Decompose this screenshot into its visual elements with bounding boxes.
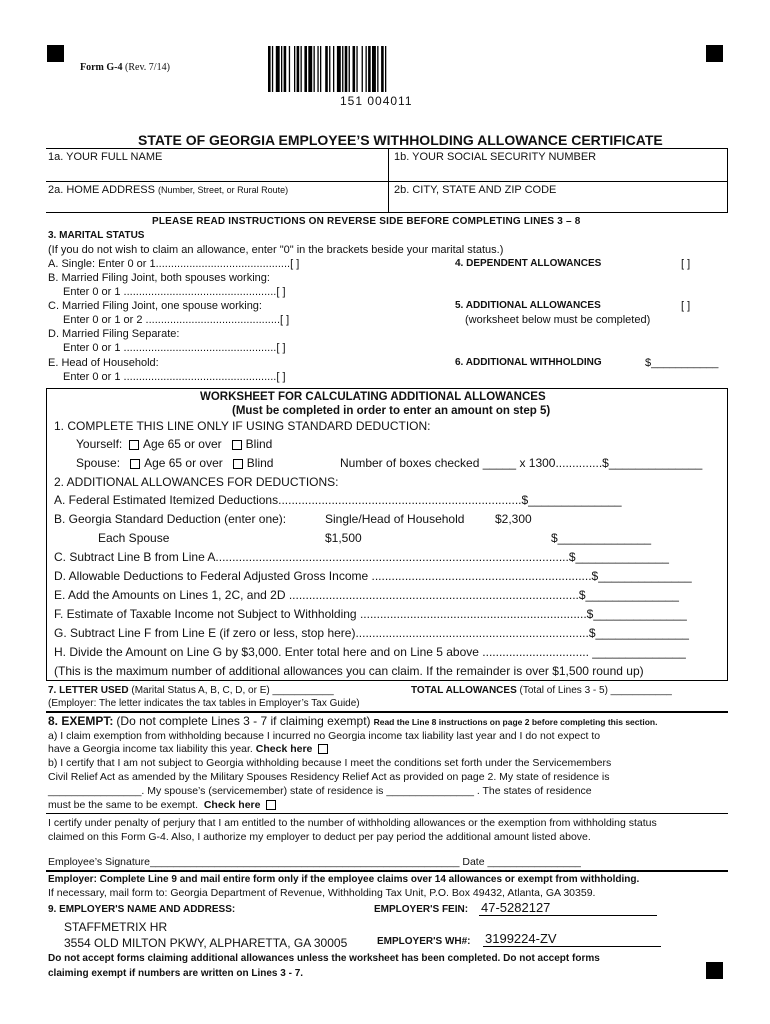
registration-mark-top-left	[47, 45, 64, 62]
line-b-field[interactable]: $______________	[551, 531, 652, 545]
dependent-allowances-bracket[interactable]: [ ]	[681, 258, 691, 270]
exempt-b-line-2: Civil Relief Act as amended by the Military Spouses Residency Relief Act as provided on page 2. My state of residence is	[48, 771, 610, 783]
boxes-checked-line[interactable]: Number of boxes checked _____ x 1300..............$______________	[340, 456, 703, 470]
line-e[interactable]: E. Add the Amounts on Lines 1, 2C, and 2D .......................................................................................$______________	[54, 588, 679, 602]
employer-wh-label: EMPLOYER'S WH#:	[377, 936, 471, 947]
dependent-allowances-label: 4. DEPENDENT ALLOWANCES	[455, 258, 602, 269]
line-b-single-amount: $2,300	[495, 512, 532, 526]
address-field[interactable]	[48, 197, 383, 211]
yourself-blind-checkbox[interactable]	[232, 440, 242, 450]
divider	[727, 148, 728, 212]
line-g[interactable]: G. Subtract Line F from Line E (if zero or less, stop here)......................................................................$______________	[54, 626, 689, 640]
exempt-b-line-1: b) I certify that I am not subject to Georgia withholding because I meet the conditions set forth under the Servicemembers	[48, 757, 612, 769]
additional-withholding-field[interactable]: $___________	[645, 357, 719, 369]
additional-withholding-label: 6. ADDITIONAL WITHHOLDING	[455, 357, 602, 368]
marital-c-entry[interactable]: Enter 0 or 1 or 2 ............................................[ ]	[63, 314, 290, 326]
divider	[46, 212, 728, 213]
divider	[46, 813, 728, 814]
registration-mark-bottom-right	[706, 962, 723, 979]
marital-heading: 3. MARITAL STATUS	[48, 230, 145, 241]
yourself-row: Yourself: Age 65 or over Blind	[76, 437, 273, 451]
worksheet-right	[727, 388, 728, 680]
marital-b: B. Married Filing Joint, both spouses working:	[48, 272, 270, 284]
yourself-age65-checkbox[interactable]	[129, 440, 139, 450]
full-name-field[interactable]	[48, 165, 383, 179]
city-label: 2b. CITY, STATE AND ZIP CODE	[394, 184, 557, 196]
certify-line-2: claimed on this Form G-4. Also, I authorize my employer to deduct per pay period the additional amount listed above.	[48, 831, 591, 843]
worksheet-line-1: 1. COMPLETE THIS LINE ONLY IF USING STANDARD DEDUCTION:	[54, 419, 431, 433]
fein-underline	[479, 915, 657, 916]
worksheet-bottom	[46, 680, 728, 681]
divider	[46, 711, 728, 713]
full-name-label: 1a. YOUR FULL NAME	[48, 151, 163, 163]
line-b-each-spouse-amount: $1,500	[325, 531, 362, 545]
exempt-b-checkbox[interactable]	[266, 800, 276, 810]
exempt-a-checkbox[interactable]	[318, 744, 328, 754]
employer-note-1: Employer: Complete Line 9 and mail entire form only if the employee claims over 14 allowances or exempt from withholding.	[48, 874, 640, 885]
marital-d-entry[interactable]: Enter 0 or 1 ..................................................[ ]	[63, 342, 286, 354]
form-id: Form G-4 (Rev. 7/14)	[80, 62, 170, 73]
divider	[388, 148, 389, 212]
employer-wh-value[interactable]: 3199224-ZV	[485, 931, 557, 946]
additional-allowances-label: 5. ADDITIONAL ALLOWANCES	[455, 300, 601, 311]
employer-fein-label: EMPLOYER'S FEIN:	[374, 904, 469, 915]
divider	[46, 148, 728, 149]
exempt-a-line-1: a) I claim exemption from withholding because I incurred no Georgia income tax liability last year and I do not expect to	[48, 730, 601, 742]
worksheet-top	[46, 388, 728, 389]
total-allowances-row: TOTAL ALLOWANCES (Total of Lines 3 - 5) ___________	[411, 685, 672, 696]
employer-fein-value[interactable]: 47-5282127	[481, 900, 551, 915]
max-note: (This is the maximum number of additional allowances you can claim. If the remainder is over $1,500 round up)	[54, 664, 644, 678]
employer-name: STAFFMETRIX HR	[64, 920, 168, 934]
worksheet-subtitle: (Must be completed in order to enter an amount on step 5)	[232, 405, 551, 417]
footer-line-1: Do not accept forms claiming additional allowances unless the worksheet has been completed. Do not accept forms	[48, 953, 600, 964]
worksheet-title: WORKSHEET FOR CALCULATING ADDITIONAL ALLOWANCES	[200, 391, 546, 403]
spouse-row: Spouse: Age 65 or over Blind	[76, 456, 274, 470]
spouse-age65-checkbox[interactable]	[130, 459, 140, 469]
marital-e: E. Head of Household:	[48, 357, 159, 369]
marital-b-entry[interactable]: Enter 0 or 1 ..................................................[ ]	[63, 286, 286, 298]
divider	[46, 181, 728, 182]
signature-line[interactable]: Employee’s Signature_____________________________________________________ Date ________________	[48, 856, 581, 868]
ssn-label: 1b. YOUR SOCIAL SECURITY NUMBER	[394, 151, 597, 163]
worksheet-line-2: 2. ADDITIONAL ALLOWANCES FOR DEDUCTIONS:	[54, 475, 339, 489]
line-a[interactable]: A. Federal Estimated Itemized Deductions.........................................................................$______________	[54, 493, 622, 507]
employer-name-label: 9. EMPLOYER'S NAME AND ADDRESS:	[48, 904, 236, 915]
certify-line-1: I certify under penalty of perjury that I am entitled to the number of withholding allowances or the exemption from withholding status	[48, 817, 657, 829]
additional-allowances-bracket[interactable]: [ ]	[681, 300, 691, 312]
spouse-blind-checkbox[interactable]	[233, 459, 243, 469]
line-b: B. Georgia Standard Deduction (enter one):	[54, 512, 287, 526]
exempt-b-line-3[interactable]: ________________. My spouse’s (servicemember) state of residence is _______________ . The states of residence	[48, 785, 592, 797]
additional-allowances-note: (worksheet below must be completed)	[465, 314, 651, 326]
ssn-field[interactable]	[394, 165, 724, 179]
marital-d: D. Married Filing Separate:	[48, 328, 180, 340]
exempt-b-line-4: must be the same to be exempt. Check here	[48, 799, 280, 811]
page-title: STATE OF GEORGIA EMPLOYEE’S WITHHOLDING ALLOWANCE CERTIFICATE	[138, 132, 663, 148]
letter-used-row: 7. LETTER USED (Marital Status A, B, C, D, or E) ___________	[48, 685, 334, 696]
marital-a[interactable]: A. Single: Enter 0 or 1............................................[ ]	[48, 258, 300, 270]
marital-e-entry[interactable]: Enter 0 or 1 ..................................................[ ]	[63, 371, 286, 383]
footer-line-2: claiming exempt if numbers are written on Lines 3 - 7.	[48, 968, 304, 979]
exempt-a-line-2: have a Georgia income tax liability this year. Check here	[48, 743, 332, 755]
employer-note-2: If necessary, mail form to: Georgia Department of Revenue, Withholding Tax Unit, P.O. Box 49432, Atlanta, GA 30359.	[48, 887, 596, 899]
wh-underline	[483, 946, 661, 947]
line-c[interactable]: C. Subtract Line B from Line A..........................................................................................................$______________	[54, 550, 669, 564]
line-b-single: Single/Head of Household	[325, 512, 465, 526]
line-d[interactable]: D. Allowable Deductions to Federal Adjusted Gross Income ..................................................................$______________	[54, 569, 692, 583]
divider	[46, 870, 728, 872]
city-field[interactable]	[394, 197, 724, 211]
line-f[interactable]: F. Estimate of Taxable Income not Subject to Withholding ....................................................................$______________	[54, 607, 687, 621]
line-h[interactable]: H. Divide the Amount on Line G by $3,000. Enter total here and on Line 5 above ................................ ______________	[54, 645, 686, 659]
marital-c: C. Married Filing Joint, one spouse working:	[48, 300, 262, 312]
worksheet-left	[46, 388, 47, 680]
employer-letter-note: (Employer: The letter indicates the tax tables in Employer’s Tax Guide)	[48, 698, 360, 709]
barcode-number: 151 004011	[340, 94, 413, 108]
instructions-banner: PLEASE READ INSTRUCTIONS ON REVERSE SIDE BEFORE COMPLETING LINES 3 – 8	[152, 216, 581, 227]
registration-mark-top-right	[706, 45, 723, 62]
line-b-each-spouse: Each Spouse	[98, 531, 170, 545]
address-label: 2a. HOME ADDRESS (Number, Street, or Rural Route)	[48, 184, 289, 196]
marital-note: (If you do not wish to claim an allowance, enter "0" in the brackets beside your marital status.)	[48, 244, 504, 256]
employer-address: 3554 OLD MILTON PKWY, ALPHARETTA, GA 30005	[64, 936, 348, 950]
barcode	[268, 46, 438, 92]
exempt-heading: 8. EXEMPT: (Do not complete Lines 3 - 7 if claiming exempt) Read the Line 8 instructions on page 2 before completing this section.	[48, 714, 658, 728]
